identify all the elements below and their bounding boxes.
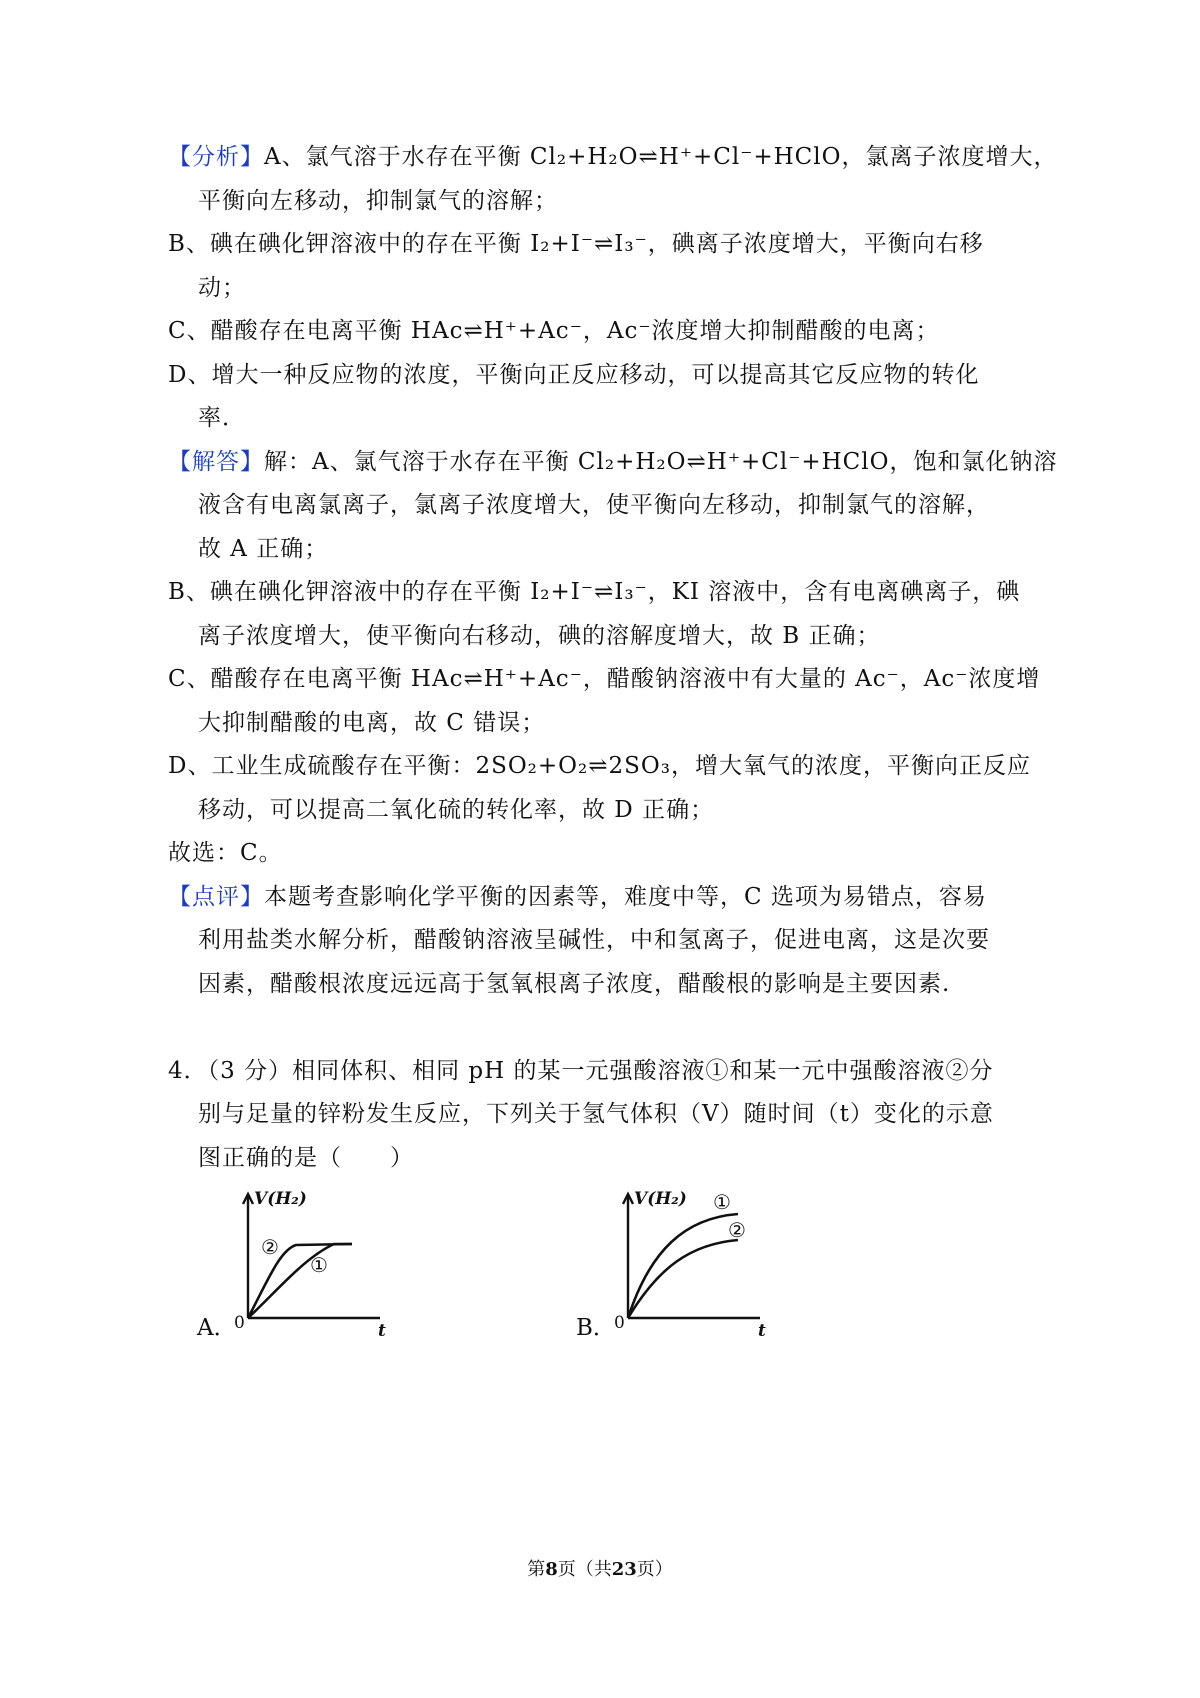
footer-suffix: 页） — [636, 1559, 673, 1580]
answer-line-c1: C、醋酸存在电离平衡 HAc⇌H⁺+Ac⁻，醋酸钠溶液中有大量的 Ac⁻，Ac⁻浓度增 — [168, 666, 1041, 692]
option-a-label: A． — [197, 1315, 237, 1341]
option-a-origin: 0 — [234, 1313, 245, 1333]
option-b-curve-1 — [628, 1214, 738, 1318]
option-a-curve-label-1: ① — [310, 1253, 328, 1277]
comment-line-2: 利用盐类水解分析，醋酸钠溶液呈碱性，中和氢离子，促进电离，这是次要 — [198, 927, 990, 953]
question4-line-2: 别与足量的锌粉发生反应，下列关于氢气体积（V）随时间（t）变化的示意 — [198, 1101, 994, 1127]
answer-tag: 【解答】 — [168, 449, 264, 475]
analysis-line-a1 — [168, 142, 1200, 172]
answer-line-a3: 故 A 正确； — [198, 536, 329, 562]
option-b-label: B． — [576, 1315, 616, 1341]
option-b-graph — [610, 1190, 790, 1340]
answer-line-c2: 大抑制醋酸的电离，故 C 错误； — [198, 710, 546, 736]
option-b-curve-label-1: ① — [713, 1190, 731, 1214]
comment-line-1 — [168, 882, 1200, 912]
analysis-line-c1: C、醋酸存在电离平衡 HAc⇌H⁺+Ac⁻，Ac⁻浓度增大抑制醋酸的电离； — [168, 318, 940, 344]
question4-line-1: 4．（3 分）相同体积、相同 pH 的某一元强酸溶液①和某一元中强酸溶液②分 — [168, 1058, 994, 1084]
footer-total-pages: 23 — [611, 1559, 637, 1580]
answer-line-a1 — [168, 447, 1200, 477]
question4-line-3: 图正确的是（ ） — [198, 1145, 414, 1171]
option-b-origin: 0 — [614, 1313, 625, 1333]
option-b-curve-label-2: ② — [728, 1218, 746, 1242]
footer-page-number: 8 — [545, 1559, 558, 1580]
option-a-graph — [230, 1190, 410, 1340]
analysis-tag: 【分析】 — [168, 144, 264, 170]
analysis-line-d2: 率． — [198, 405, 246, 431]
comment-line-3: 因素，醋酸根浓度远远高于氢氧根离子浓度，醋酸根的影响是主要因素. — [198, 971, 951, 997]
analysis-line-b1: B、碘在碘化钾溶液中的存在平衡 I₂+I⁻⇌I₃⁻，碘离子浓度增大，平衡向右移 — [168, 231, 984, 257]
option-a-x-label: t — [378, 1321, 386, 1341]
answer-line-b1: B、碘在碘化钾溶液中的存在平衡 I₂+I⁻⇌I₃⁻，KI 溶液中，含有电离碘离子，碘 — [168, 579, 1021, 605]
option-b-y-label: V(H₂) — [634, 1189, 687, 1209]
analysis-a-text-1: A、氯气溶于水存在平衡 Cl₂+H₂O⇌H⁺+Cl⁻+HClO，氯离子浓度增大， — [264, 144, 1058, 170]
comment-text-1: 本题考查影响化学平衡的因素等，难度中等，C 选项为易错点，容易 — [264, 884, 987, 910]
answer-line-a2: 液含有电离氯离子，氯离子浓度增大，使平衡向左移动，抑制氯气的溶解， — [198, 492, 990, 518]
comment-tag: 【点评】 — [168, 884, 264, 910]
answer-choice: 故选：C。 — [168, 840, 283, 866]
option-b-x-label: t — [758, 1321, 766, 1341]
answer-line-d1: D、工业生成硫酸存在平衡：2SO₂+O₂⇌2SO₃，增大氧气的浓度，平衡向正反应 — [168, 753, 1031, 779]
footer-prefix: 第 — [527, 1559, 546, 1580]
page-footer — [0, 1558, 1200, 1582]
answer-a-text-1: 解：A、氯气溶于水存在平衡 Cl₂+H₂O⇌H⁺+Cl⁻+HClO，饱和氯化钠溶 — [264, 449, 1058, 475]
analysis-line-a2: 平衡向左移动，抑制氯气的溶解； — [198, 188, 558, 214]
answer-line-d2: 移动，可以提高二氧化硫的转化率，故 D 正确； — [198, 797, 715, 823]
footer-mid: 页（共 — [557, 1559, 612, 1580]
analysis-line-d1: D、增大一种反应物的浓度，平衡向正反应移动，可以提高其它反应物的转化 — [168, 362, 980, 388]
answer-line-b2: 离子浓度增大，使平衡向右移动，碘的溶解度增大，故 B 正确； — [198, 623, 881, 649]
option-a-curve-label-2: ② — [261, 1235, 279, 1259]
option-a-y-label: V(H₂) — [254, 1189, 307, 1209]
analysis-line-b2: 动； — [198, 275, 246, 301]
